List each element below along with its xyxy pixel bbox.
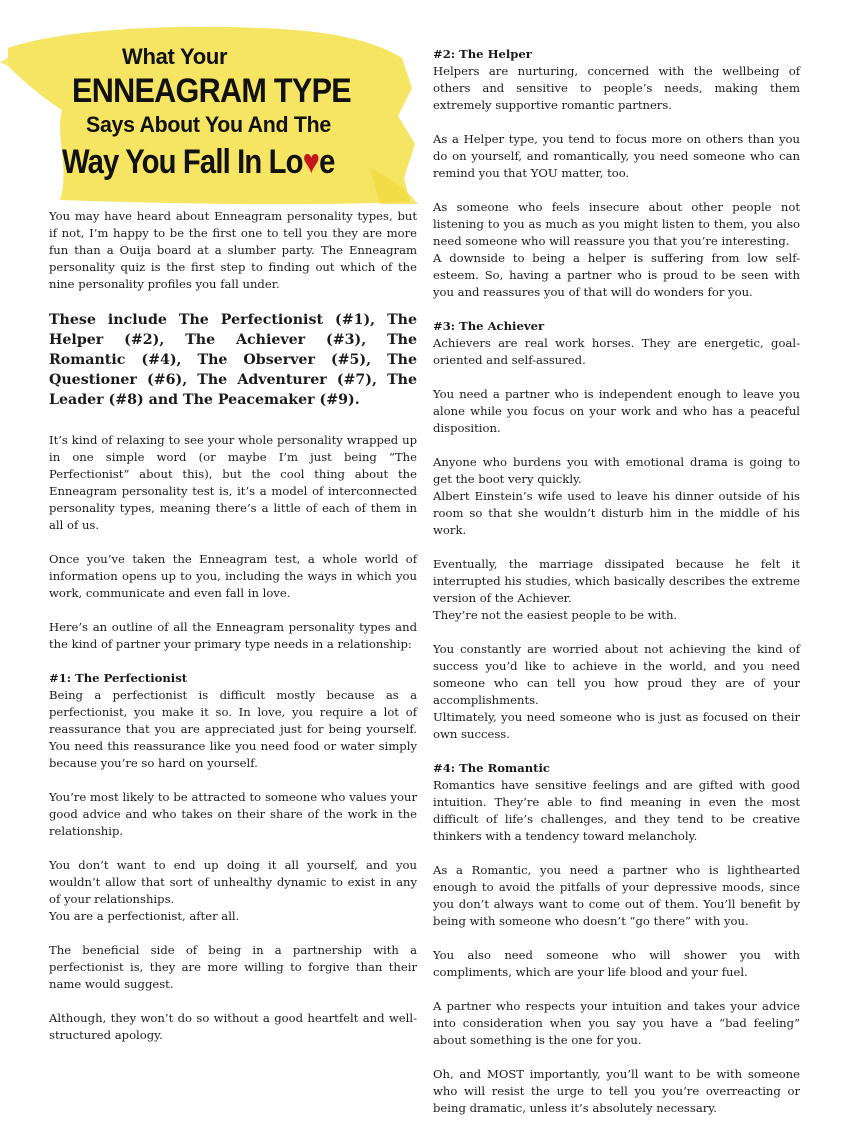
heart-icon: ♥: [302, 143, 320, 181]
achiever-paragraph: You need a partner who is independent enough to leave you alone while you focus on your work and who has a peaceful disposition.: [433, 387, 800, 435]
title-line-4: [62, 143, 335, 182]
achiever-paragraph: They’re not the easiest people to be with.: [433, 608, 678, 622]
romantic-paragraph: As a Romantic, you need a partner who is lighthearted enough to avoid the pitfalls of your depressive moods, since you don’t always want to come out of them. You’ll benefit by being with someone who doesn’t “go there” with you.: [433, 863, 800, 928]
helper-paragraph: A downside to being a helper is suffering from low self-esteem. So, having a partner who is proud to be seen with you and reassures you of that will do wonders for you.: [433, 251, 800, 299]
relax-paragraph: It’s kind of relaxing to see your whole personality wrapped up in one simple word (or maybe I’m just being “The Perfectionist” about this), but the cool thing about the Enneagram personality test is, it’s a model of interconnected personality types, meaning there’s a little of each of them in all of us.: [49, 433, 417, 532]
perfectionist-paragraph: You’re most likely to be attracted to someone who values your good advice and who takes on their share of the work in the relationship.: [49, 790, 417, 838]
achiever-paragraph: Eventually, the marriage dissipated because he felt it interrupted his studies, which basically describes the extreme version of the Achiever.: [433, 557, 800, 605]
achiever-heading: #3: The Achiever: [433, 319, 545, 333]
helper-paragraph: Helpers are nurturing, concerned with the wellbeing of others and sensitive to people’s needs, making them extremely supportive romantic partners.: [433, 64, 800, 112]
romantic-paragraph: A partner who respects your intuition and takes your advice into consideration when you say you have a “bad feeling” about something is the one for you.: [433, 999, 800, 1047]
perfectionist-paragraph: You are a perfectionist, after all.: [49, 909, 240, 923]
intro-paragraph: You may have heard about Enneagram personality types, but if not, I’m happy to be the first one to tell you they are more fun than a Ouija board at a slumber party. The Enneagram personality quiz is the first step to finding out which of the nine personality profiles you fall under.: [49, 209, 417, 291]
perfectionist-paragraph: The beneficial side of being in a partnership with a perfectionist is, they are more willing to forgive than their name would suggest.: [49, 943, 417, 991]
perfectionist-heading: #1: The Perfectionist: [49, 671, 188, 685]
title-line-4-end: e: [319, 143, 335, 181]
perfectionist-paragraph: Being a perfectionist is difficult mostly because as a perfectionist, you make it so. In love, you require a lot of reassurance that you are appreciated just for being yourself. You need this reassurance like you need food or water simply because you’re so hard on yourself.: [49, 688, 417, 770]
left-column: [49, 208, 417, 1061]
page-title: [0, 18, 420, 208]
achiever-paragraph: Ultimately, you need someone who is just as focused on their own success.: [433, 710, 800, 741]
romantic-heading: #4: The Romantic: [433, 761, 550, 775]
achiever-paragraph: Anyone who burdens you with emotional drama is going to get the boot very quickly.: [433, 455, 800, 486]
right-column: [433, 46, 800, 1134]
title-line-3: Says About You And The: [86, 112, 331, 137]
types-list-paragraph: These include The Perfectionist (#1), The Helper (#2), The Achiever (#3), The Romantic (#4), The Observer (#5), The Questioner (#6), The Adventurer (#7), The Leader (#8) and The Peacemaker (#9).: [49, 312, 417, 408]
romantic-paragraph: You also need someone who will shower you with compliments, which are your life blood and your fuel.: [433, 948, 800, 979]
achiever-paragraph: You constantly are worried about not achieving the kind of success you’d like to achieve in the world, and you need someone who can tell you how proud they are of your accomplishments.: [433, 642, 800, 707]
title-line-2: ENNEAGRAM TYPE: [72, 72, 351, 110]
helper-paragraph: As a Helper type, you tend to focus more on others than you do on yourself, and romantically, you need someone who can remind you that YOU matter, too.: [433, 132, 800, 180]
title-line-4-text: Way You Fall In Lo: [62, 143, 303, 181]
achiever-paragraph: Albert Einstein’s wife used to leave his dinner outside of his room so that she wouldn’t disturb him in the middle of his work.: [433, 489, 800, 537]
outline-paragraph: Here’s an outline of all the Enneagram personality types and the kind of partner your primary type needs in a relationship:: [49, 620, 417, 651]
perfectionist-paragraph: You don’t want to end up doing it all yourself, and you wouldn’t allow that sort of unhealthy dynamic to exist in any of your relationships.: [49, 858, 417, 906]
title-line-1: What Your: [122, 44, 228, 69]
perfectionist-paragraph: Although, they won’t do so without a good heartfelt and well-structured apology.: [49, 1011, 417, 1042]
helper-paragraph: As someone who feels insecure about other people not listening to you as much as you might listen to them, you also need someone who will reassure you that you’re interesting.: [433, 200, 800, 248]
title-block: [0, 18, 420, 208]
romantic-paragraph: Romantics have sensitive feelings and are gifted with good intuition. They’re able to find meaning in even the most difficult of life’s challenges, and they tend to be creative thinkers with a tendency toward melancholy.: [433, 778, 800, 843]
romantic-paragraph: Oh, and MOST importantly, you’ll want to be with someone who will resist the urge to tell you you’re overreacting or being dramatic, unless it’s absolutely necessary.: [433, 1067, 800, 1115]
helper-heading: #2: The Helper: [433, 47, 532, 61]
achiever-paragraph: Achievers are real work horses. They are energetic, goal-oriented and self-assured.: [433, 336, 800, 367]
world-paragraph: Once you’ve taken the Enneagram test, a whole world of information opens up to you, including the ways in which you work, communicate and even fall in love.: [49, 552, 417, 600]
